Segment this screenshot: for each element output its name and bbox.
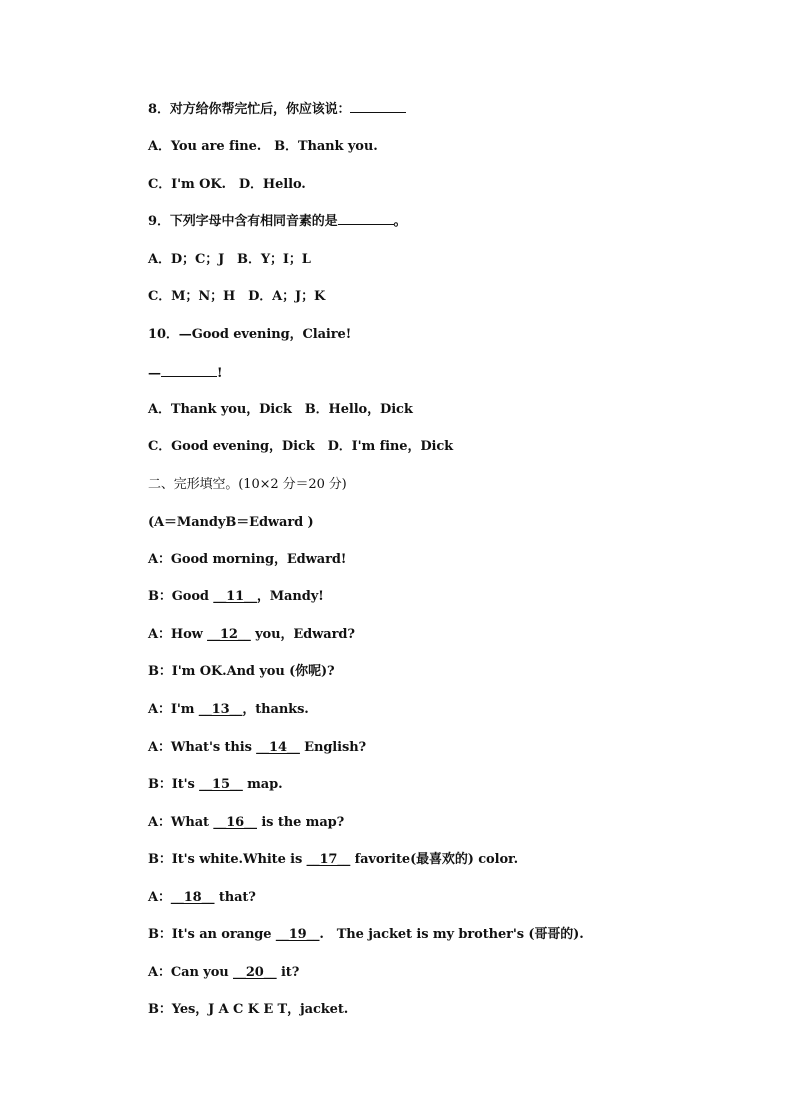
question-9-options-ab: A．D；C；J B．Y；I；L bbox=[148, 252, 311, 267]
dialogue-line bbox=[148, 852, 518, 868]
dialogue-line bbox=[148, 890, 256, 906]
answer-blank bbox=[161, 364, 217, 377]
blank-15: __15__ bbox=[199, 777, 243, 792]
dialogue-line bbox=[148, 664, 335, 680]
dialogue-line bbox=[148, 965, 299, 981]
blank-20: __20__ bbox=[233, 965, 277, 980]
dialogue-text: ，Mandy! bbox=[256, 589, 324, 604]
blank-16: __16__ bbox=[213, 815, 257, 830]
dialogue-text: map. bbox=[242, 777, 283, 792]
dialogue-line bbox=[148, 740, 366, 756]
question-9-stem bbox=[148, 212, 406, 230]
question-8-stem bbox=[148, 100, 406, 118]
dialogue-line bbox=[148, 702, 309, 718]
question-8-text: 8．对方给你帮完忙后，你应该说： bbox=[148, 102, 351, 117]
exclamation: ! bbox=[216, 366, 223, 381]
dialogue-text: B：It's an orange bbox=[148, 927, 276, 942]
dialogue-text: A：Can you bbox=[148, 965, 234, 980]
question-8-options-ab: A．You are fine. B．Thank you. bbox=[148, 139, 378, 154]
section-2-roles: (A＝MandyB＝Edward ) bbox=[148, 515, 314, 530]
question-9-end: 。 bbox=[393, 214, 407, 229]
dialogue-text: ，thanks. bbox=[242, 702, 309, 717]
blank-12: __12__ bbox=[207, 627, 251, 642]
question-10-stem: 10．—Good evening，Claire! bbox=[148, 327, 352, 342]
blank-11: __11__ bbox=[213, 589, 257, 604]
dialogue-text: you，Edward? bbox=[250, 627, 355, 642]
dialogue-text: B：Good bbox=[148, 589, 214, 604]
dialogue-text: A：Good morning，Edward! bbox=[148, 552, 347, 567]
dialogue-line bbox=[148, 1002, 348, 1018]
blank-13: __13__ bbox=[198, 702, 243, 717]
question-8-options-cd: C．I'm OK. D．Hello. bbox=[148, 177, 306, 192]
dialogue-text: B：I'm OK.And you (你呢)? bbox=[148, 664, 335, 679]
blank-19: __19__ bbox=[275, 927, 320, 942]
dialogue-text: . The jacket is my brother's (哥哥的). bbox=[319, 927, 584, 942]
question-10-options-ab: A．Thank you，Dick B．Hello，Dick bbox=[148, 402, 413, 417]
question-10-options-cd: C．Good evening，Dick D．I'm fine，Dick bbox=[148, 439, 454, 454]
dialogue-line bbox=[148, 815, 344, 831]
question-10-reply bbox=[148, 364, 223, 382]
dialogue-text: English? bbox=[299, 740, 367, 755]
dialogue-text: it? bbox=[276, 965, 300, 980]
dialogue-line bbox=[148, 927, 584, 943]
question-9-text: 9．下列字母中含有相同音素的是 bbox=[148, 214, 338, 229]
answer-blank bbox=[350, 100, 406, 113]
blank-17: __17__ bbox=[306, 852, 351, 867]
dialogue-line bbox=[148, 777, 283, 793]
answer-blank bbox=[338, 212, 394, 225]
dialogue-text: A：How bbox=[148, 627, 208, 642]
dialogue-text: A：What bbox=[148, 815, 214, 830]
dialogue-text: A： bbox=[148, 890, 171, 905]
dialogue-text: B：It's white.White is bbox=[148, 852, 307, 867]
dialogue-text: is the map? bbox=[256, 815, 345, 830]
dash: — bbox=[148, 366, 161, 381]
dialogue-line bbox=[148, 552, 346, 568]
dialogue-text: B：Yes，J A C K E T，jacket. bbox=[148, 1002, 349, 1017]
section-2-heading: 二、完形填空。(10×2 分＝20 分) bbox=[148, 477, 347, 492]
dialogue-text: A：What's this bbox=[148, 740, 257, 755]
dialogue-text: favorite(最喜欢的) color. bbox=[350, 852, 518, 867]
dialogue-line bbox=[148, 627, 355, 643]
dialogue-text: that? bbox=[214, 890, 256, 905]
blank-14: __14__ bbox=[256, 740, 300, 755]
dialogue-text: B：It's bbox=[148, 777, 200, 792]
question-9-options-cd: C．M；N；H D．A；J；K bbox=[148, 289, 326, 304]
dialogue-text: A：I'm bbox=[148, 702, 199, 717]
blank-18: __18__ bbox=[170, 890, 215, 905]
dialogue-line bbox=[148, 589, 324, 605]
